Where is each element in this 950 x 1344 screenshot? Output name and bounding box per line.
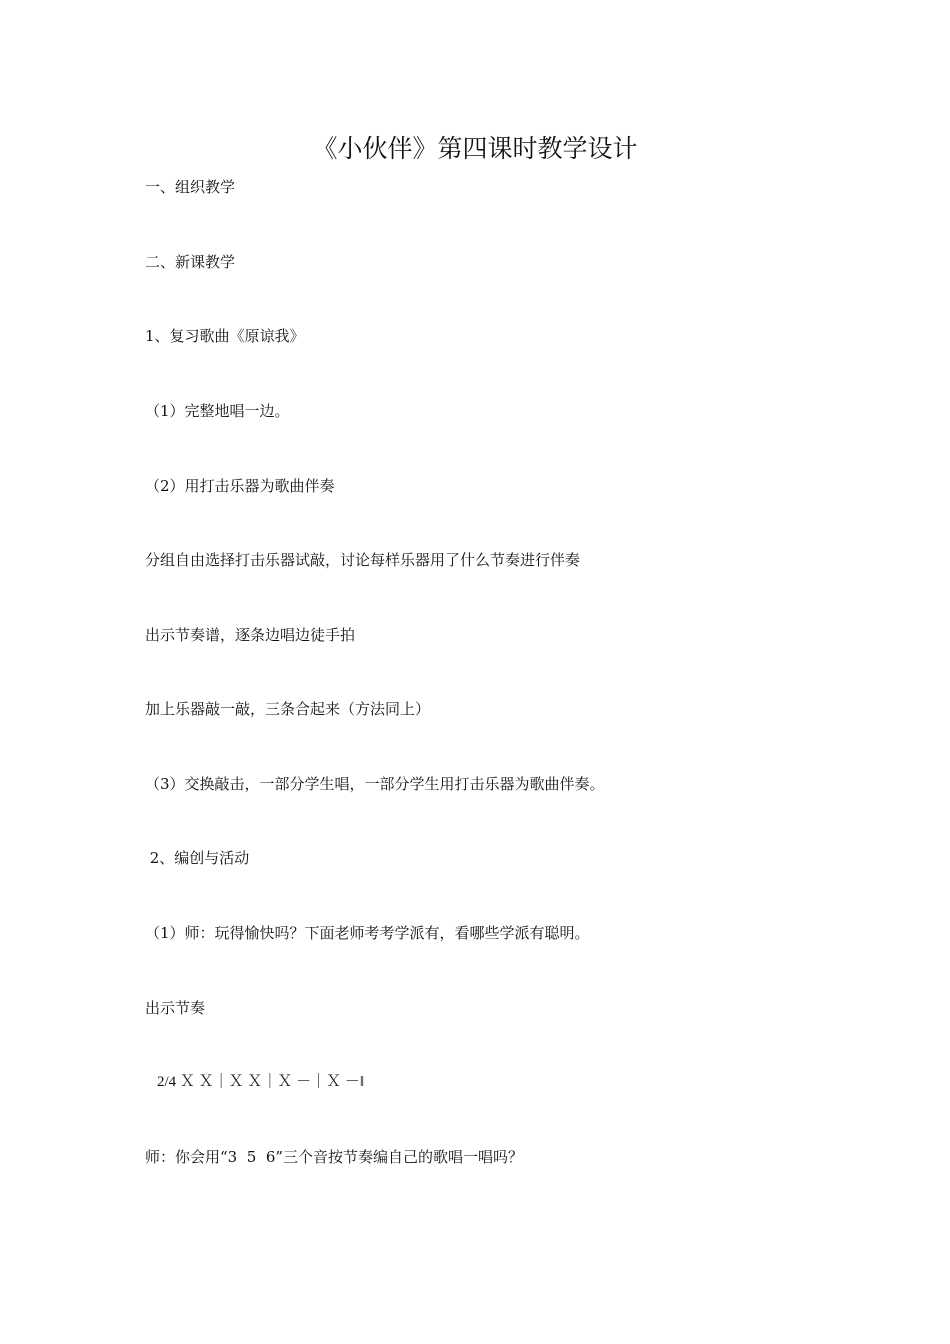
- paragraph-teacher-prompt: 师：你会用“3 5 6”三个音按节奏编自己的歌唱一唱吗？: [145, 1148, 524, 1166]
- step-sing-complete: （1）完整地唱一边。: [145, 402, 290, 420]
- rhythm-notation: 2/4 Ｘ Ｘ｜Ｘ Ｘ｜Ｘ －｜Ｘ －‖: [157, 1074, 365, 1090]
- paragraph-group-discussion: 分组自由选择打击乐器试敲，讨论每样乐器用了什么节奏进行伴奏: [145, 551, 581, 569]
- document-title: 《小伙伴》第四课时教学设计: [312, 134, 638, 163]
- step-swap-roles: （3）交换敲击，一部分学生唱，一部分学生用打击乐器为歌曲伴奏。: [145, 775, 605, 793]
- step-percussion-accompany: （2）用打击乐器为歌曲伴奏: [145, 477, 335, 495]
- subsection-create-activity: 2、编创与活动: [145, 849, 250, 867]
- paragraph-show-rhythm: 出示节奏谱，逐条边唱边徒手拍: [145, 626, 356, 644]
- paragraph-show-rhythm-2: 出示节奏: [145, 999, 206, 1017]
- paragraph-add-instruments: 加上乐器敲一敲，三条合起来（方法同上）: [145, 700, 431, 718]
- subsection-review-song: 1、复习歌曲《原谅我》: [145, 327, 305, 345]
- section-heading-organize: 一、组织教学: [145, 178, 236, 196]
- section-heading-new-lesson: 二、新课教学: [145, 253, 236, 271]
- step-teacher-question: （1）师：玩得愉快吗？下面老师考考学派有，看哪些学派有聪明。: [145, 924, 590, 942]
